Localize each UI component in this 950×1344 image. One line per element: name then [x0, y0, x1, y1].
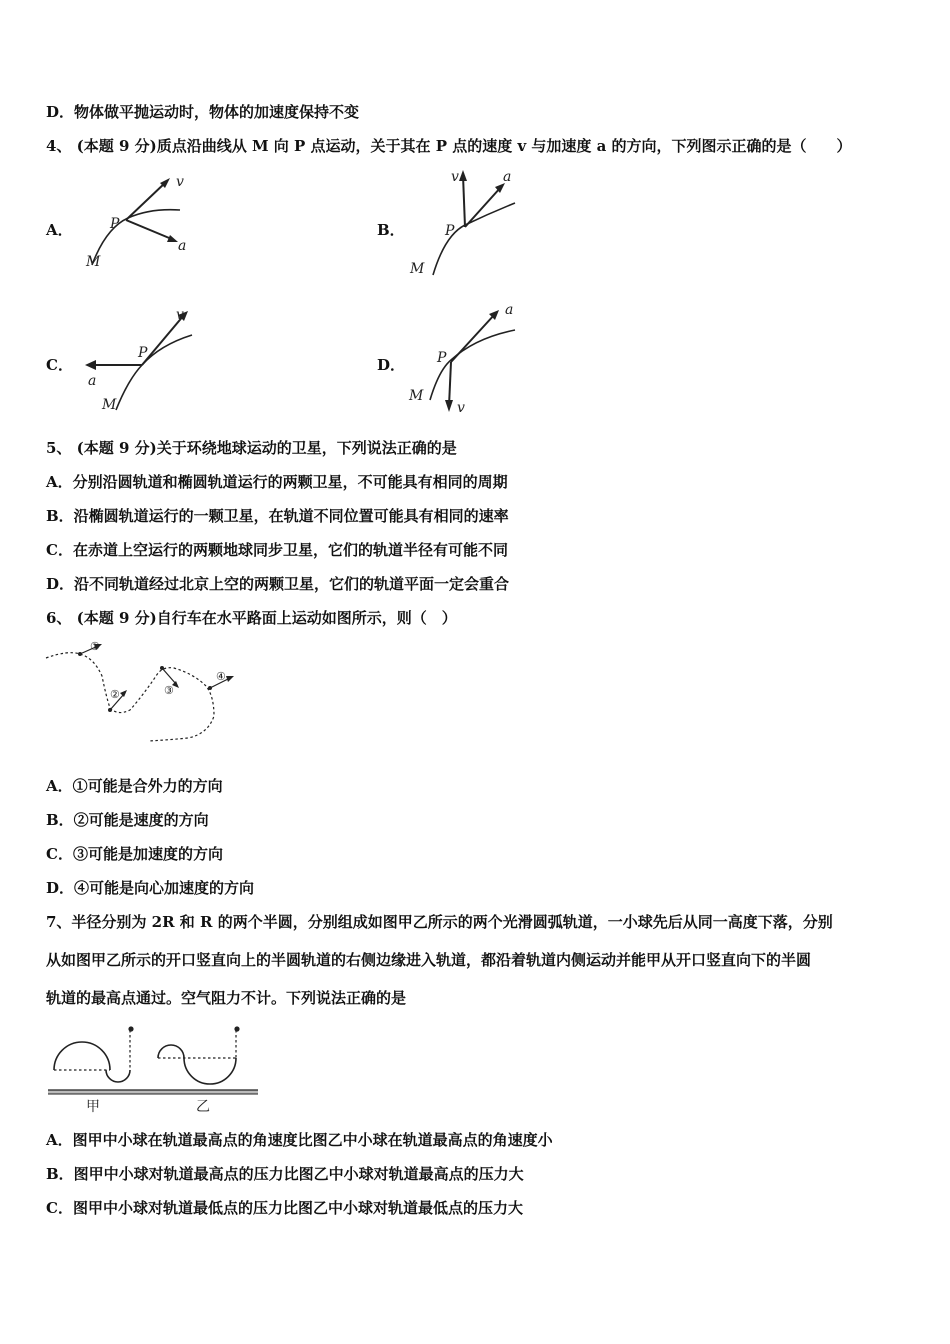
q3-option-d: D．物体做平抛运动时，物体的加速度保持不变	[46, 103, 360, 121]
q4-diagram-d	[405, 300, 535, 420]
q5-option-a: A．分别沿圆轨道和椭圆轨道运行的两颗卫星，不可能具有相同的周期	[46, 473, 508, 491]
q5-option-b: B．沿椭圆轨道运行的一颗卫星，在轨道不同位置可能具有相同的速率	[46, 507, 509, 525]
q6-diagram	[44, 636, 244, 746]
q4-diagram-a	[80, 170, 210, 280]
q4a-label-p: P	[110, 216, 120, 232]
q6-marker-3: ③	[164, 684, 174, 697]
q4c-label-p: P	[138, 345, 148, 361]
q6-marker-2: ②	[110, 688, 120, 701]
q4-diagram-c	[80, 305, 210, 415]
q6-marker-1: ①	[90, 640, 100, 653]
q4b-label-v: v	[451, 169, 459, 185]
q6-option-d: D．④可能是向心加速度的方向	[46, 879, 255, 897]
q4-label-b: B．	[377, 221, 405, 239]
q7-label-jia: 甲	[86, 1099, 100, 1115]
q6-option-b: B．②可能是速度的方向	[46, 811, 209, 829]
q4-label-d: D．	[377, 356, 406, 374]
q4a-label-a: a	[178, 238, 187, 254]
q4a-label-m: M	[86, 254, 101, 270]
q6-option-a: A．①可能是合外力的方向	[46, 777, 223, 795]
q7-option-a: A．图甲中小球在轨道最高点的角速度比图乙中小球在轨道最高点的角速度小	[46, 1131, 553, 1149]
q4d-label-p: P	[437, 350, 447, 366]
q4-stem: 4、 (本题 9 分)质点沿曲线从 M 向 P 点运动，关于其在 P 点的速度 v 与加速度 a 的方向，下列图示正确的是（ ）	[46, 137, 852, 155]
q7-stem-line-2: 从如图甲乙所示的开口竖直向上的半圆轨道的右侧边缘进入轨道，都沿着轨道内侧运动并能甲从开口竖直向下的半圆	[46, 951, 812, 969]
q4-diagram-b	[405, 165, 535, 280]
q7-diagram	[48, 1024, 260, 1116]
q5-option-d: D．沿不同轨道经过北京上空的两颗卫星，它们的轨道平面一定会重合	[46, 575, 510, 593]
q7-stem-line-3: 轨道的最高点通过。空气阻力不计。下列说法正确的是	[46, 989, 407, 1007]
q4b-label-p: P	[445, 223, 455, 239]
q4c-label-m: M	[102, 397, 117, 413]
q7-stem-line-1: 7、半径分别为 2R 和 R 的两个半圆，分别组成如图甲乙所示的两个光滑圆弧轨道，一小球先后从同一高度下落，分别	[46, 913, 833, 931]
q6-option-c: C．③可能是加速度的方向	[46, 845, 223, 863]
q4d-label-v: v	[457, 400, 465, 416]
q6-stem: 6、 (本题 9 分)自行车在水平路面上运动如图所示，则（ ）	[46, 609, 457, 627]
q7-option-b: B．图甲中小球对轨道最高点的压力比图乙中小球对轨道最高点的压力大	[46, 1165, 524, 1183]
q4c-label-a: a	[88, 373, 97, 389]
q4b-label-a: a	[503, 169, 512, 185]
q4a-label-v: v	[176, 174, 184, 190]
q5-option-c: C．在赤道上空运行的两颗地球同步卫星，它们的轨道半径有可能不同	[46, 541, 508, 559]
q5-stem: 5、 (本题 9 分)关于环绕地球运动的卫星，下列说法正确的是	[46, 439, 457, 457]
q4-label-a: A．	[46, 221, 73, 239]
q4-label-c: C．	[46, 356, 73, 374]
q4d-label-m: M	[409, 388, 424, 404]
q4c-label-v: v	[176, 307, 184, 323]
q4d-label-a: a	[505, 302, 514, 318]
q7-option-c: C．图甲中小球对轨道最低点的压力比图乙中小球对轨道最低点的压力大	[46, 1199, 523, 1217]
q7-label-yi: 乙	[196, 1099, 210, 1115]
q4b-label-m: M	[410, 261, 425, 277]
q6-marker-4: ④	[216, 670, 226, 683]
